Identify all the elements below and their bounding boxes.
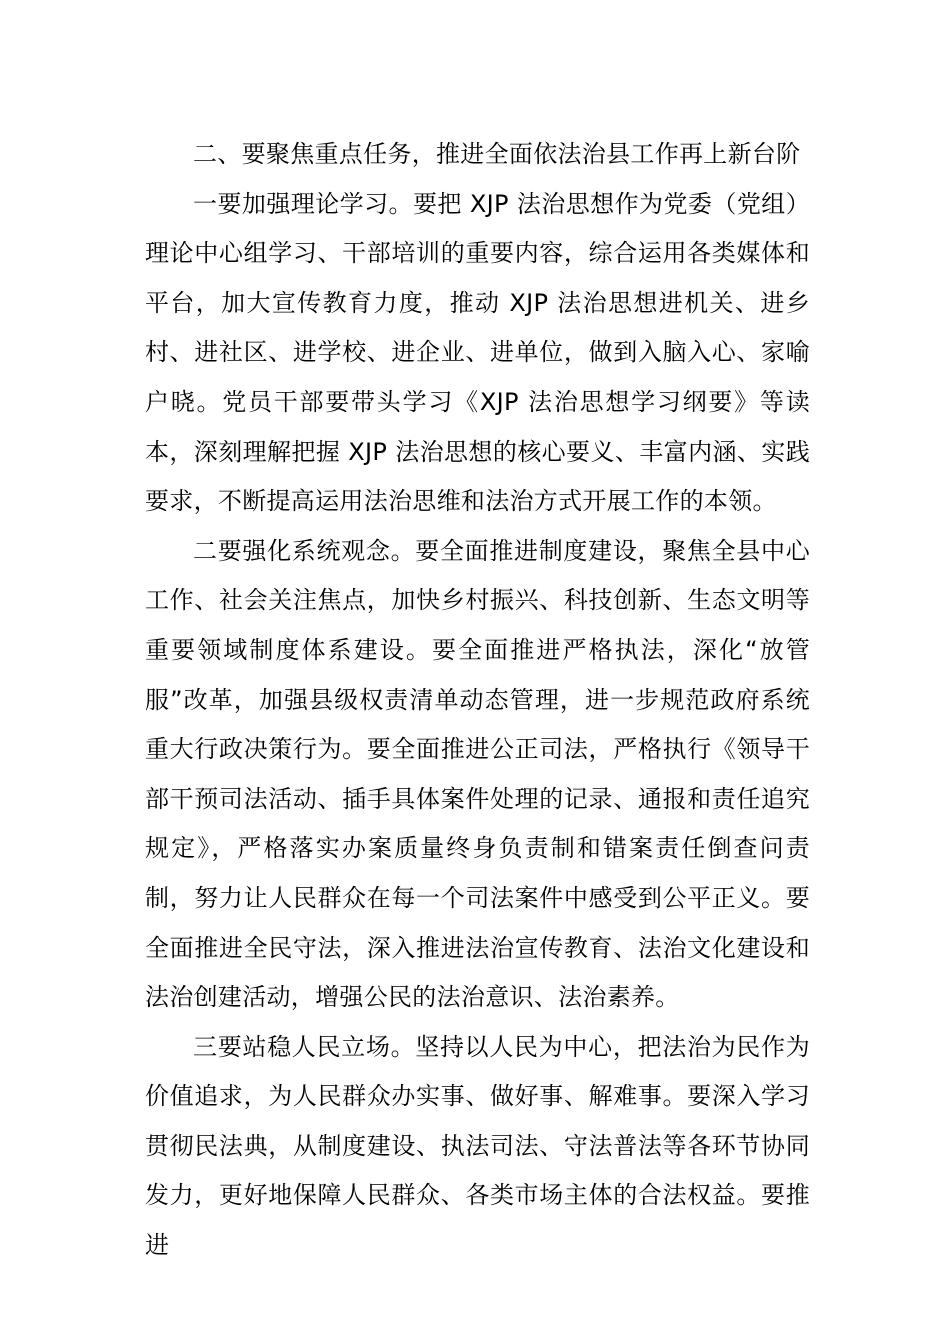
paragraph-system-concept: 二要强化系统观念。要全面推进制度建设，聚焦全县中心工作、社会关注焦点，加快乡村振兴、科技创新、生态文明等重要领域制度体系建设。要全面推进严格执法，深化“放管服”改革，加强县级权责清单动态管理，进一步规范政府系统重大行政决策行为。要全面推进公正司法，严格执行《领导干部干预司法活动、插手具体案件处理的记录、通报和责任追究规定》，严格落实办案质量终身负责制和错案责任倒查问责制，努力让人民群众在每一个司法案件中感受到公平正义。要全面推进全民守法，深入推进法治宣传教育、法治文化建设和法治创建活动，增强公民的法治意识、法治素养。 (145, 536, 810, 1012)
paragraph-people-stance: 三要站稳人民立场。坚持以人民为中心，把法治为民作为价值追求，为人民群众办实事、做好事、解难事。要深入学习贯彻民法典，从制度建设、执法司法、守法普法等各环节协同发力，更好地保障人民群众、各类市场主体的合法权益。要推进 (145, 1032, 810, 1260)
section-heading: 二、要聚焦重点任务，推进全面依法治县工作再上新台阶 (193, 140, 801, 168)
document-body (145, 130, 810, 1271)
paragraph-theory-study: 一要加强理论学习。要把 XJP 法治思想作为党委（党组）理论中心组学习、干部培训的重要内容，综合运用各类媒体和平台，加大宣传教育力度，推动 XJP 法治思想进机关、进乡村、进社区、进学校、进企业、进单位，做到入脑入心、家喻户晓。党员干部要带头学习《XJP 法治思想学习纲要》等读本，深刻理解把握 XJP 法治思想的核心要义、丰富内涵、实践要求，不断提高运用法治思维和法治方式开展工作的本领。 (145, 189, 810, 516)
